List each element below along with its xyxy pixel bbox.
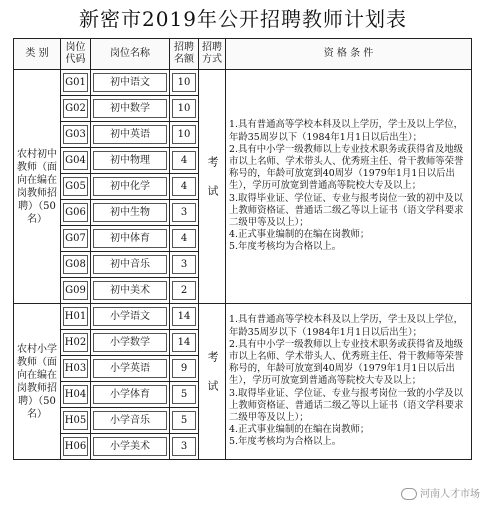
cell-code [61, 330, 91, 356]
cell-code-value: G09 [63, 281, 88, 300]
cell-name-value: 小学数学 [93, 333, 167, 352]
cell-code-value: G05 [63, 177, 88, 196]
cell-count-value: 3 [172, 203, 196, 222]
cell-count [170, 96, 199, 122]
cell-code [61, 200, 91, 226]
header-code: 岗位代码 [61, 39, 91, 70]
cell-name [91, 382, 170, 408]
cell-name-value: 小学语文 [93, 307, 167, 326]
cell-count [170, 70, 199, 96]
requirements-cell [226, 304, 472, 460]
cell-name [91, 408, 170, 434]
cell-count-value: 2 [172, 281, 196, 300]
cell-name [91, 148, 170, 174]
cell-count-value: 9 [172, 359, 196, 378]
cell-count [170, 278, 199, 304]
recruitment-plan-table [13, 38, 472, 460]
cell-code-value: G03 [63, 125, 88, 144]
cell-code-value: G08 [63, 255, 88, 274]
cell-code [61, 96, 91, 122]
requirement-item: 1.具有普通高等学校本科及以上学历，学士及以上学位，年龄35周岁以下（1984年1月1日以后出生）； [229, 119, 468, 143]
table-row [14, 70, 472, 96]
cell-name-value: 初中数学 [93, 99, 167, 118]
cell-count [170, 382, 199, 408]
method-cell [199, 70, 226, 304]
requirement-item: 4.正式事业编制的在编在岗教师； [229, 424, 468, 436]
cell-code [61, 408, 91, 434]
cell-code-value: H02 [63, 333, 88, 352]
cell-code-value: G07 [63, 229, 88, 248]
cell-count [170, 434, 199, 460]
cell-name-value: 初中物理 [93, 151, 167, 170]
cell-code [61, 174, 91, 200]
requirement-item: 3.取得毕业证、学位证、专业与报考岗位一致的初中及以上教师资格证、普通话二级乙等以上证书（语文学科要求二级甲等及以上）； [229, 193, 468, 230]
cell-name [91, 122, 170, 148]
cell-code-value: H04 [63, 385, 88, 404]
cell-name [91, 174, 170, 200]
category-label: 农村小学教师（面向在编在岗教师招聘）（50名） [14, 304, 61, 460]
cell-code-value: G01 [63, 73, 88, 92]
cell-count [170, 252, 199, 278]
cell-code [61, 252, 91, 278]
requirement-item: 2.具有中小学一级教师以上专业技术职务或获得省及地级市以上名师、学术带头人、优秀班主任、骨干教师等荣誉称号的，年龄可放宽到40周岁（1979年1月1日以后出生），学历可放宽到普通高等院校大专及以上； [229, 339, 468, 388]
cell-name-value: 初中音乐 [93, 255, 167, 274]
cell-count-value: 14 [172, 307, 196, 326]
page-title: 新密市2019年公开招聘教师计划表 [0, 4, 486, 34]
cell-name [91, 356, 170, 382]
cell-code-value: H05 [63, 411, 88, 430]
cell-count [170, 174, 199, 200]
cell-name [91, 330, 170, 356]
requirement-item: 1.具有普通高等学校本科及以上学历，学士及以上学位，年龄35周岁以下（1984年1月1日以后出生）； [229, 314, 468, 338]
requirements-cell [226, 70, 472, 304]
cell-count-value: 3 [172, 437, 196, 456]
cell-code [61, 278, 91, 304]
watermark-text: 河南人才市场 [420, 489, 480, 500]
cell-code-value: G06 [63, 203, 88, 222]
cell-code [61, 122, 91, 148]
cell-count [170, 330, 199, 356]
cell-count-value: 5 [172, 411, 196, 430]
wechat-logo-icon [401, 488, 417, 500]
cell-code-value: G04 [63, 151, 88, 170]
cell-name-value: 小学英语 [93, 359, 167, 378]
cell-name-value: 初中美术 [93, 281, 167, 300]
cell-count-value: 3 [172, 255, 196, 274]
cell-name [91, 226, 170, 252]
cell-code [61, 382, 91, 408]
header-method: 招聘方式 [199, 39, 226, 70]
cell-name-value: 初中化学 [93, 177, 167, 196]
method-label: 考试 [204, 351, 220, 409]
cell-name-value: 初中英语 [93, 125, 167, 144]
cell-count [170, 148, 199, 174]
cell-name-value: 初中生物 [93, 203, 167, 222]
cell-name [91, 434, 170, 460]
requirement-item: 4.正式事业编制的在编在岗教师； [229, 229, 468, 241]
cell-count [170, 122, 199, 148]
cell-code [61, 356, 91, 382]
cell-count [170, 356, 199, 382]
cell-count [170, 304, 199, 330]
cell-code [61, 148, 91, 174]
cell-name-value: 初中语文 [93, 73, 167, 92]
watermark [401, 485, 480, 500]
cell-count [170, 200, 199, 226]
cell-code [61, 434, 91, 460]
cell-name [91, 70, 170, 96]
cell-name-value: 小学体育 [93, 385, 167, 404]
requirement-item: 3.取得毕业证、学位证、专业与报考岗位一致的小学及以上教师资格证、普通话二级乙等以上证书（语文学科要求二级甲等及以上）； [229, 388, 468, 425]
cell-count-value: 10 [172, 99, 196, 118]
cell-count-value: 10 [172, 125, 196, 144]
table-row [14, 304, 472, 330]
header-row [14, 39, 472, 70]
cell-name [91, 252, 170, 278]
cell-count-value: 5 [172, 385, 196, 404]
requirement-item: 2.具有中小学一级教师以上专业技术职务或获得省及地级市以上名师、学术带头人、优秀班主任、骨干教师等荣誉称号的，年龄可放宽到40周岁（1979年1月1日以后出生），学历可放宽到普通高等院校大专及以上； [229, 144, 468, 193]
cell-name-value: 小学音乐 [93, 411, 167, 430]
cell-count-value: 4 [172, 151, 196, 170]
header-requirements: 资 格 条 件 [226, 39, 472, 70]
requirement-item: 5.年度考核均为合格以上。 [229, 436, 468, 448]
cell-name [91, 304, 170, 330]
method-label: 考试 [204, 156, 220, 214]
cell-name [91, 278, 170, 304]
category-label: 农村初中教师（面向在编在岗教师招聘）（50名） [14, 70, 61, 304]
header-count: 招聘名额 [170, 39, 199, 70]
header-name: 岗位名称 [91, 39, 170, 70]
cell-code-value: G02 [63, 99, 88, 118]
cell-count-value: 4 [172, 229, 196, 248]
cell-code [61, 70, 91, 96]
cell-code [61, 304, 91, 330]
cell-count [170, 226, 199, 252]
cell-count-value: 14 [172, 333, 196, 352]
method-cell [199, 304, 226, 460]
cell-name-value: 初中体育 [93, 229, 167, 248]
cell-name [91, 96, 170, 122]
cell-count-value: 10 [172, 73, 196, 92]
cell-code-value: H03 [63, 359, 88, 378]
cell-name [91, 200, 170, 226]
requirement-item: 5.年度考核均为合格以上。 [229, 241, 468, 253]
header-category: 类 别 [14, 39, 61, 70]
cell-count-value: 4 [172, 177, 196, 196]
cell-code-value: H06 [63, 437, 88, 456]
cell-code-value: H01 [63, 307, 88, 326]
cell-code [61, 226, 91, 252]
cell-name-value: 小学美术 [93, 437, 167, 456]
cell-count [170, 408, 199, 434]
